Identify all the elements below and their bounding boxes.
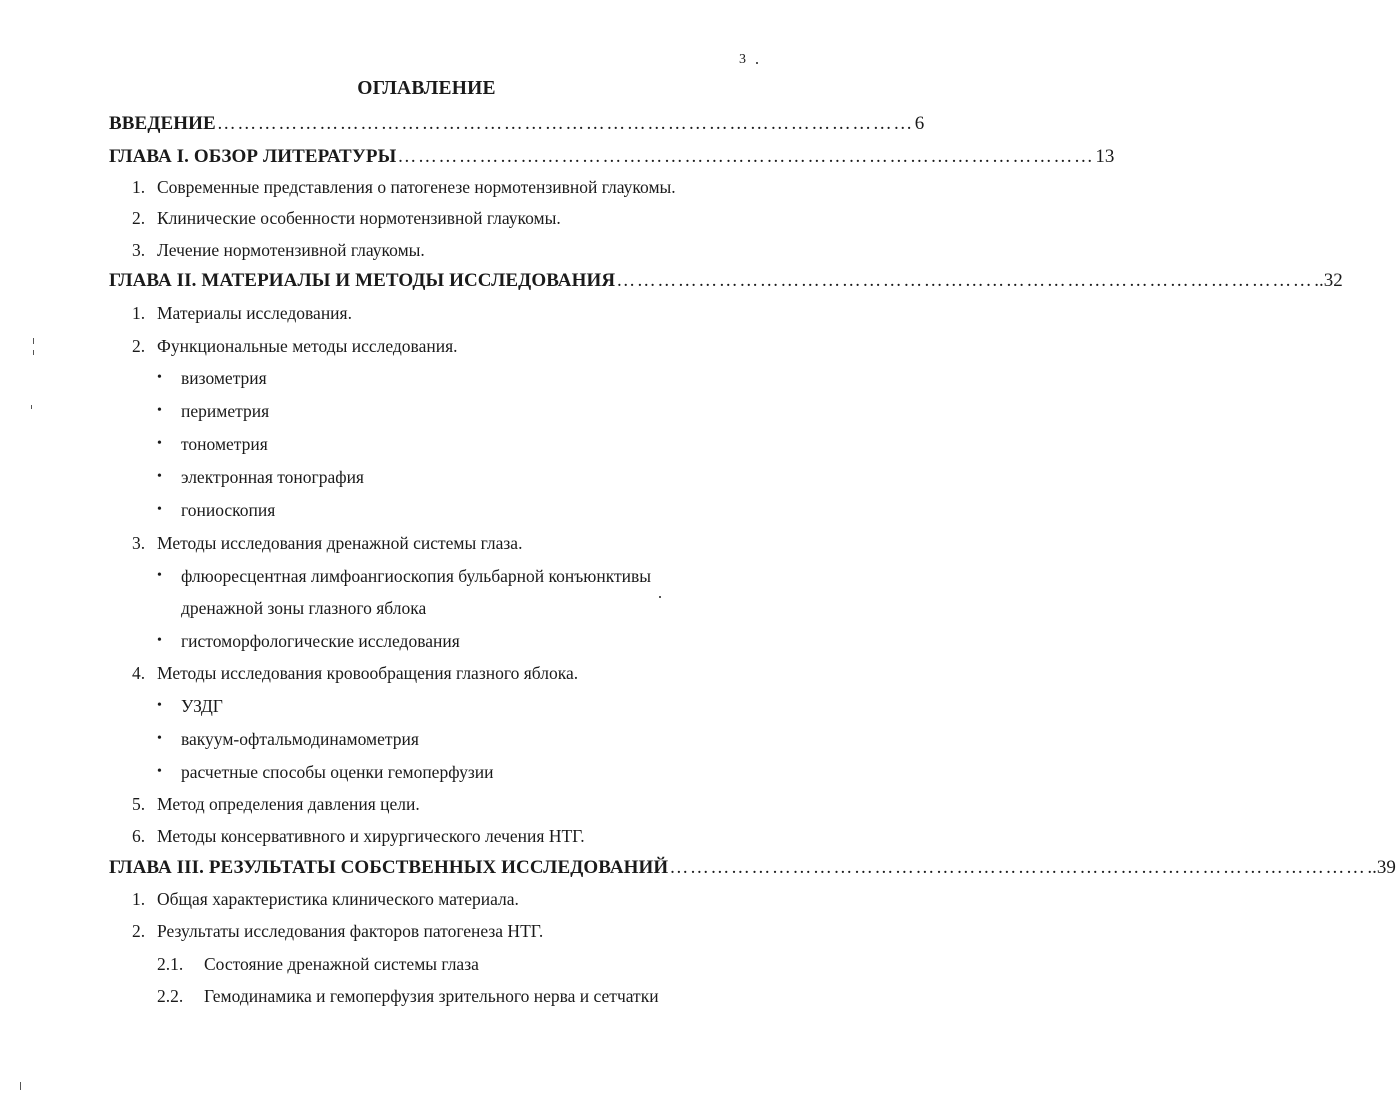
item-text: УЗДГ [181, 696, 223, 716]
toc-item[interactable] [0, 208, 793, 234]
scan-speck [756, 62, 758, 64]
item-text: Современные представления о патогенезе нормотензивной глаукомы. [157, 177, 676, 197]
item-text: Материалы исследования. [157, 303, 352, 323]
toc-bullet-item[interactable] [0, 368, 793, 394]
toc-bullet-item[interactable] [0, 401, 793, 427]
bullet-icon: • [157, 764, 162, 779]
toc-item[interactable] [0, 921, 793, 947]
toc-subitem[interactable] [0, 954, 793, 980]
toc-entry-title: ГЛАВА II. МАТЕРИАЛЫ И МЕТОДЫ ИССЛЕДОВАНИЯ [109, 270, 616, 291]
item-number: 5. [132, 794, 146, 814]
toc-entry-title: ГЛАВА I. ОБЗОР ЛИТЕРАТУРЫ [109, 146, 397, 167]
item-text: тонометрия [181, 434, 268, 454]
toc-bullet-item[interactable] [0, 631, 793, 657]
toc-item[interactable] [0, 177, 793, 203]
toc-item[interactable] [0, 240, 793, 266]
item-text: периметрия [181, 401, 270, 421]
toc-bullet-item[interactable] [0, 729, 793, 755]
item-number: 2. [132, 921, 146, 941]
item-number: 3. [132, 240, 146, 260]
item-text: гониоскопия [181, 500, 276, 520]
toc-leader-dots: ………………………………………………………………………………………… [216, 113, 914, 134]
item-text: Гемодинамика и гемоперфузия зрительного нерва и сетчатки [204, 986, 659, 1006]
toc-entry-introduction[interactable] [109, 113, 925, 139]
toc-item[interactable] [0, 794, 793, 820]
toc-item[interactable] [0, 663, 793, 689]
bullet-icon: • [157, 403, 162, 418]
item-text: вакуум-офтальмодинамометрия [181, 729, 419, 749]
toc-bullet-continuation [0, 598, 793, 624]
item-text: расчетные способы оценки гемоперфузии [181, 762, 494, 782]
toc-leader-dots: ………………………………………………………………………………………… [397, 146, 1095, 167]
scan-speck [33, 338, 34, 344]
item-number: 1. [132, 889, 146, 909]
bullet-icon: • [157, 502, 162, 517]
item-text: Метод определения давления цели. [157, 794, 420, 814]
item-text: Результаты исследования факторов патогенеза НТГ. [157, 921, 544, 941]
toc-item[interactable] [0, 889, 793, 915]
scan-speck [659, 596, 661, 598]
toc-subitem[interactable] [0, 986, 793, 1012]
toc-bullet-item[interactable] [0, 467, 793, 493]
item-text: Методы исследования кровообращения глазного яблока. [157, 663, 579, 683]
item-text: Методы консервативного и хирургического лечения НТГ. [157, 826, 585, 846]
item-number: 2.2. [157, 986, 184, 1006]
toc-leader-dots: ………………………………………………………………………………………… [669, 857, 1367, 878]
toc-bullet-item[interactable] [0, 696, 793, 722]
item-number: 3. [132, 533, 146, 553]
page-title: ОГЛАВЛЕНИЕ [357, 78, 496, 99]
toc-page-number: 13 [1095, 146, 1115, 167]
toc-page-number: ..39 [1367, 857, 1396, 878]
toc-entry-title: ВВЕДЕНИЕ [109, 113, 216, 134]
item-text: визометрия [181, 368, 267, 388]
bullet-icon: • [157, 633, 162, 648]
bullet-icon: • [157, 698, 162, 713]
item-number: 2. [132, 336, 146, 356]
toc-page-number: ..32 [1314, 270, 1343, 291]
toc-entry-title: ГЛАВА III. РЕЗУЛЬТАТЫ СОБСТВЕННЫХ ИССЛЕДОВАНИЙ [109, 857, 669, 878]
page-number: 3 [739, 52, 746, 67]
toc-leader-dots: ………………………………………………………………………………………… [616, 270, 1314, 291]
item-number: 2.1. [157, 954, 184, 974]
bullet-icon: • [157, 469, 162, 484]
scan-speck [20, 1082, 21, 1090]
item-text: электронная тонография [181, 467, 364, 487]
toc-item[interactable] [0, 826, 793, 852]
toc-page-number: 6 [914, 113, 925, 134]
toc-item[interactable] [0, 533, 793, 559]
toc-entry-chapter-3[interactable] [109, 857, 1396, 883]
toc-bullet-item[interactable] [0, 434, 793, 460]
item-text: гистоморфологические исследования [181, 631, 460, 651]
item-number: 1. [132, 177, 146, 197]
item-text: флюоресцентная лимфоангиоскопия бульбарной конъюнктивы [181, 566, 652, 586]
item-number: 4. [132, 663, 146, 683]
item-text: Общая характеристика клинического материала. [157, 889, 519, 909]
item-number: 1. [132, 303, 146, 323]
toc-item[interactable] [0, 336, 793, 362]
toc-entry-chapter-2[interactable] [109, 270, 1343, 296]
scan-speck [33, 350, 34, 355]
item-text: Методы исследования дренажной системы глаза. [157, 533, 523, 553]
bullet-icon: • [157, 436, 162, 451]
item-number: 6. [132, 826, 146, 846]
toc-entry-chapter-1[interactable] [109, 146, 1115, 172]
item-text: Клинические особенности нормотензивной глаукомы. [157, 208, 561, 228]
bullet-icon: • [157, 568, 162, 583]
item-number: 2. [132, 208, 146, 228]
bullet-icon: • [157, 731, 162, 746]
item-text: Лечение нормотензивной глаукомы. [157, 240, 425, 260]
item-text: Функциональные методы исследования. [157, 336, 458, 356]
scan-speck [31, 405, 32, 409]
item-text: дренажной зоны глазного яблока [181, 598, 427, 618]
bullet-icon: • [157, 370, 162, 385]
toc-item[interactable] [0, 303, 793, 329]
toc-bullet-item[interactable] [0, 762, 793, 788]
item-text: Состояние дренажной системы глаза [204, 954, 479, 974]
toc-bullet-item[interactable] [0, 500, 793, 526]
toc-bullet-item[interactable] [0, 566, 793, 592]
